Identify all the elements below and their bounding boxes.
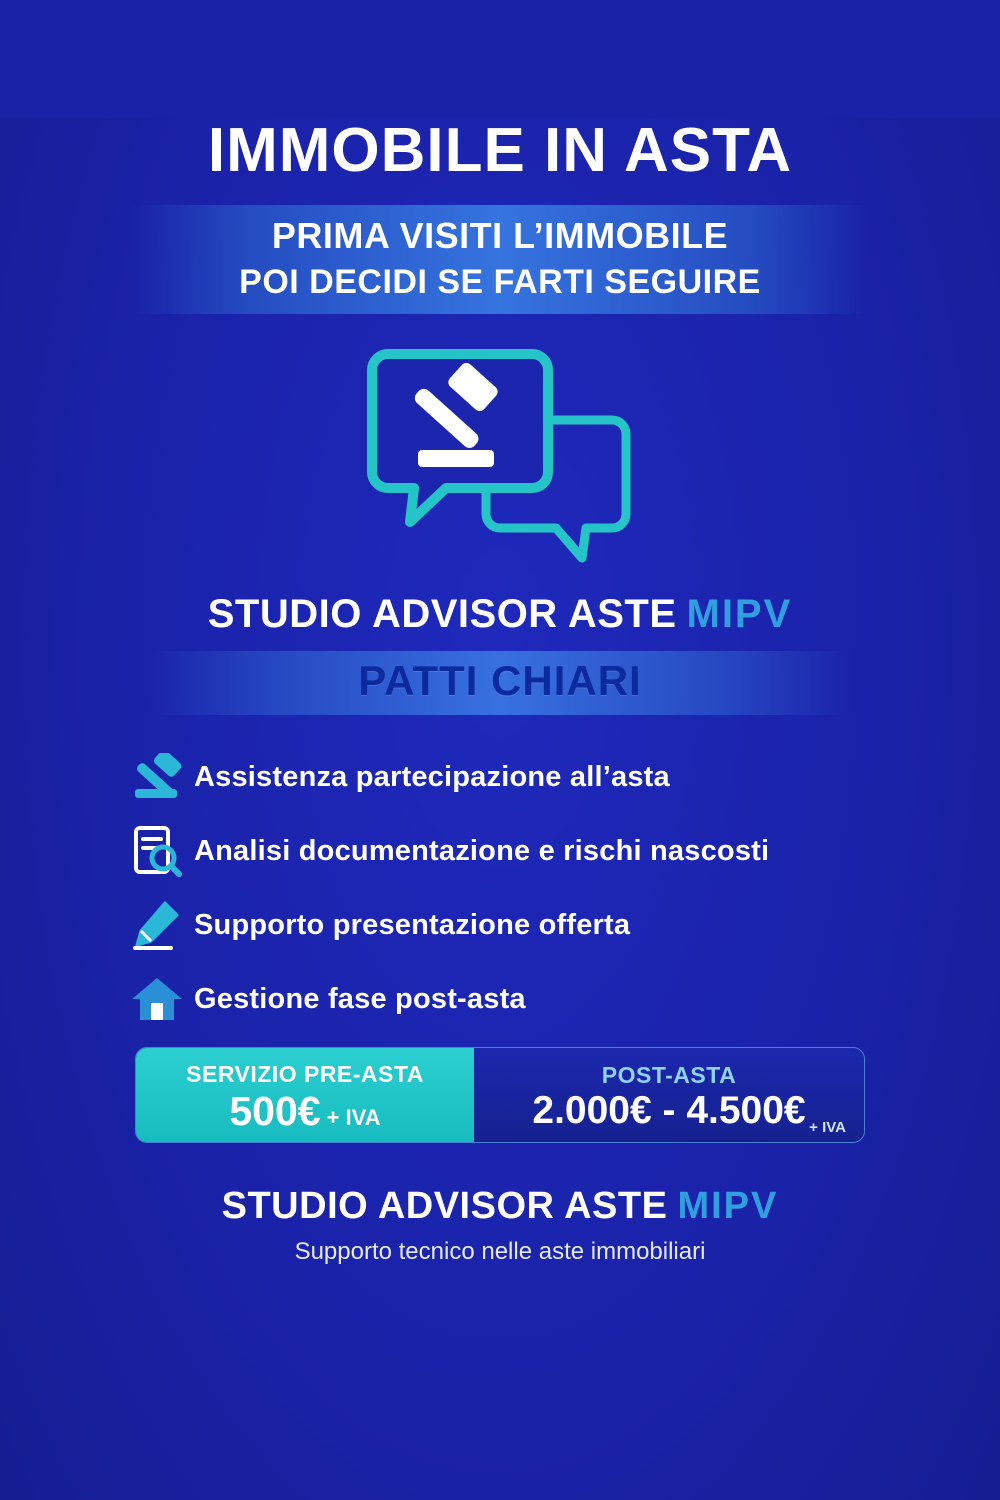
subtitle-line-1: PRIMA VISITI L’IMMOBILE bbox=[271, 215, 729, 257]
logo bbox=[350, 332, 650, 582]
gavel-icon bbox=[120, 753, 194, 801]
tagline-band bbox=[150, 651, 850, 715]
pricing-pre-vat: + IVA bbox=[326, 1105, 381, 1131]
house-icon bbox=[120, 975, 194, 1023]
feature-label: Supporto presentazione offerta bbox=[194, 908, 631, 941]
feature-label: Analisi documentazione e rischi nascosti bbox=[194, 834, 770, 867]
document-search-icon bbox=[120, 825, 194, 877]
page-title: IMMOBILE IN ASTA bbox=[207, 116, 793, 185]
list-item bbox=[120, 899, 880, 951]
brand-main-text: STUDIO ADVISOR ASTE bbox=[207, 592, 677, 637]
pricing-pre-amount bbox=[229, 1090, 380, 1133]
subtitle-line-2: POI DECIDI SE FARTI SEGUIRE bbox=[239, 263, 761, 302]
list-item bbox=[120, 751, 880, 803]
list-item bbox=[120, 973, 880, 1025]
footer-brand-main: STUDIO ADVISOR ASTE bbox=[221, 1185, 668, 1228]
footer-brand bbox=[0, 1185, 1000, 1228]
pricing-post-vat: + IVA bbox=[809, 1119, 846, 1137]
footer-brand-highlight: MIPV bbox=[677, 1185, 779, 1228]
footer-tagline: Supporto tecnico nelle aste immobiliari bbox=[294, 1238, 706, 1266]
subtitle-band bbox=[131, 205, 869, 314]
feature-list bbox=[120, 751, 880, 1025]
feature-label: Assistenza partecipazione all’asta bbox=[194, 760, 670, 793]
poster-root bbox=[0, 118, 1000, 1500]
pricing-post-amount: 2.000€ - 4.500€ bbox=[532, 1089, 806, 1133]
pricing-pre-label: SERVIZIO PRE-ASTA bbox=[186, 1061, 424, 1088]
pricing-pre-value: 500€ bbox=[229, 1088, 321, 1135]
pricing-table bbox=[135, 1047, 865, 1143]
pricing-pre-asta bbox=[136, 1048, 474, 1142]
pricing-post-label: POST-ASTA bbox=[601, 1062, 737, 1089]
feature-label: Gestione fase post-asta bbox=[194, 982, 526, 1015]
brand-title bbox=[0, 592, 1000, 637]
brand-highlight-text: MIPV bbox=[686, 592, 793, 637]
tagline-text: PATTI CHIARI bbox=[358, 657, 642, 705]
pen-signature-icon bbox=[120, 899, 194, 951]
pricing-post-asta bbox=[474, 1048, 864, 1142]
list-item bbox=[120, 825, 880, 877]
